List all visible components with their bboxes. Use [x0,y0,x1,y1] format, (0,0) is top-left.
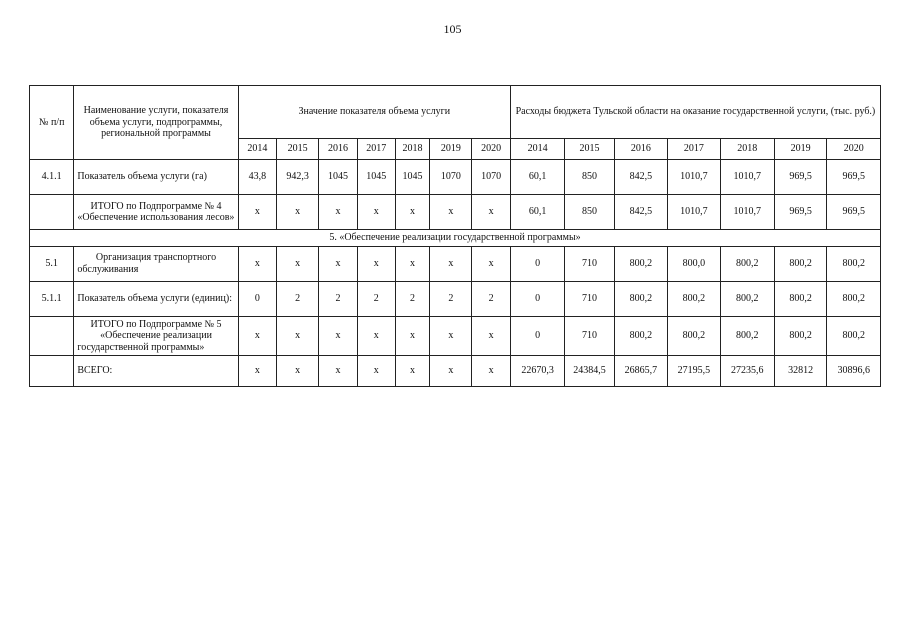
expense-cell: 27195,5 [668,356,720,387]
volume-cell: x [276,316,318,356]
expense-cell: 27235,6 [720,356,774,387]
expense-cell: 32812 [774,356,826,387]
volume-cell: 1045 [357,160,395,195]
volume-cell: x [395,316,429,356]
expense-cell: 0 [510,281,564,316]
volume-cell: x [430,316,472,356]
volume-cell: x [395,195,429,230]
header-volume-year: 2020 [472,139,510,160]
row-name: Показатель объема услуги (га) [74,160,238,195]
volume-cell: x [319,195,357,230]
expense-cell: 800,2 [774,316,826,356]
volume-cell: x [319,356,357,387]
header-volume-year: 2017 [357,139,395,160]
expense-cell: 1010,7 [720,195,774,230]
volume-cell: x [357,316,395,356]
header-expense-year: 2015 [565,139,614,160]
expense-cell: 842,5 [614,160,667,195]
table-row [30,246,881,281]
volume-cell: 1045 [395,160,429,195]
expense-cell: 24384,5 [565,356,614,387]
volume-cell: x [238,356,276,387]
row-num [30,316,74,356]
expense-cell: 800,2 [614,316,667,356]
row-name: ВСЕГО: [74,356,238,387]
volume-cell: x [319,246,357,281]
volume-cell: x [276,356,318,387]
table-row [30,281,881,316]
expense-cell: 1010,7 [668,195,720,230]
expense-cell: 800,2 [614,246,667,281]
volume-cell: x [238,195,276,230]
volume-cell: x [430,356,472,387]
expense-cell: 710 [565,281,614,316]
volume-cell: x [430,246,472,281]
row-num [30,195,74,230]
volume-cell: 43,8 [238,160,276,195]
volume-cell: 2 [472,281,510,316]
expense-cell: 800,2 [827,316,881,356]
volume-cell: x [357,195,395,230]
table-row [30,195,881,230]
header-expense-year: 2018 [720,139,774,160]
table-row [30,316,881,356]
volume-cell: x [472,356,510,387]
expense-cell: 800,2 [774,246,826,281]
expense-cell: 850 [565,195,614,230]
expense-cell: 710 [565,316,614,356]
expense-cell: 969,5 [827,160,881,195]
expense-cell: 800,2 [827,246,881,281]
volume-cell: x [395,356,429,387]
expense-cell: 26865,7 [614,356,667,387]
volume-cell: x [472,316,510,356]
volume-cell: 2 [357,281,395,316]
header-name: Наименование услуги, показателя объема услуги, подпрограммы, региональной программы [74,86,238,160]
expense-cell: 800,2 [668,316,720,356]
expense-cell: 30896,6 [827,356,881,387]
row-name: ИТОГО по Подпрограмме № 4 «Обеспечение использования лесов» [74,195,238,230]
expense-cell: 800,0 [668,246,720,281]
expense-cell: 800,2 [668,281,720,316]
volume-cell: 0 [238,281,276,316]
volume-cell: 1070 [430,160,472,195]
expense-cell: 22670,3 [510,356,564,387]
volume-cell: 1070 [472,160,510,195]
table-row [30,160,881,195]
expense-cell: 850 [565,160,614,195]
expense-cell: 800,2 [827,281,881,316]
volume-cell: x [357,246,395,281]
page-number: 105 [443,22,462,36]
expense-cell: 842,5 [614,195,667,230]
volume-cell: 1045 [319,160,357,195]
expense-cell: 0 [510,316,564,356]
header-volume-year: 2014 [238,139,276,160]
volume-cell: x [357,356,395,387]
header-expense-year: 2016 [614,139,667,160]
expense-cell: 0 [510,246,564,281]
volume-cell: x [276,246,318,281]
row-name: ИТОГО по Подпрограмме № 5 «Обеспечение реализации государственной программы» [74,316,238,356]
row-num: 5.1.1 [30,281,74,316]
expense-cell: 60,1 [510,160,564,195]
header-expense-group: Расходы бюджета Тульской области на оказание государственной услуги, (тыс. руб.) [510,86,880,139]
budget-table [29,85,881,387]
volume-cell: x [319,316,357,356]
volume-cell: x [472,246,510,281]
expense-cell: 800,2 [774,281,826,316]
expense-cell: 969,5 [774,195,826,230]
total-row [30,356,881,387]
volume-cell: 2 [319,281,357,316]
volume-cell: 942,3 [276,160,318,195]
expense-cell: 800,2 [720,246,774,281]
expense-cell: 800,2 [614,281,667,316]
section-row [30,230,881,247]
header-volume-year: 2015 [276,139,318,160]
volume-cell: 2 [430,281,472,316]
expense-cell: 969,5 [827,195,881,230]
volume-cell: x [238,316,276,356]
header-expense-year: 2020 [827,139,881,160]
header-expense-year: 2017 [668,139,720,160]
header-volume-year: 2019 [430,139,472,160]
volume-cell: x [238,246,276,281]
expense-cell: 800,2 [720,281,774,316]
volume-cell: x [395,246,429,281]
expense-cell: 800,2 [720,316,774,356]
volume-cell: x [472,195,510,230]
header-volume-year: 2018 [395,139,429,160]
header-expense-year: 2019 [774,139,826,160]
row-name: Организация транспортного обслуживания [74,246,238,281]
header-expense-year: 2014 [510,139,564,160]
expense-cell: 1010,7 [720,160,774,195]
volume-cell: x [430,195,472,230]
header-num: № п/п [30,86,74,160]
row-name: Показатель объема услуги (единиц): [74,281,238,316]
row-num: 4.1.1 [30,160,74,195]
header-volume-group: Значение показателя объема услуги [238,86,510,139]
row-num: 5.1 [30,246,74,281]
expense-cell: 710 [565,246,614,281]
header-volume-year: 2016 [319,139,357,160]
expense-cell: 1010,7 [668,160,720,195]
volume-cell: 2 [276,281,318,316]
expense-cell: 969,5 [774,160,826,195]
volume-cell: 2 [395,281,429,316]
expense-cell: 60,1 [510,195,564,230]
section-title: 5. «Обеспечение реализации государственной программы» [30,230,881,247]
row-num [30,356,74,387]
volume-cell: x [276,195,318,230]
